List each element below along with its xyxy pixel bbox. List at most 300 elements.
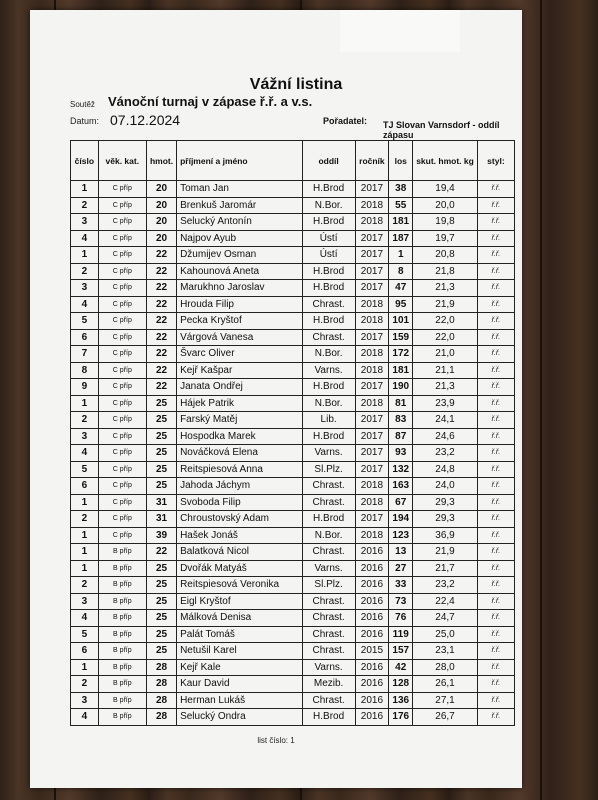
row-age-category: C příp: [98, 461, 146, 478]
row-number: 5: [71, 461, 99, 478]
row-weight-class: 25: [146, 412, 176, 429]
row-weight-class: 25: [146, 577, 176, 594]
row-actual-weight: 19,4: [413, 181, 478, 198]
row-name: Toman Jan: [177, 181, 303, 198]
row-name: Herman Lukáš: [177, 692, 303, 709]
row-number: 8: [71, 362, 99, 379]
row-age-category: C příp: [98, 379, 146, 396]
row-year: 2015: [355, 643, 389, 660]
row-name: Najpov Ayub: [177, 230, 303, 247]
row-age-category: C příp: [98, 230, 146, 247]
row-age-category: C příp: [98, 280, 146, 297]
row-actual-weight: 22,0: [413, 313, 478, 330]
table-row: [71, 577, 515, 594]
sheet-number: list číslo: 1: [257, 736, 295, 745]
row-number: 5: [71, 313, 99, 330]
row-weight-class: 22: [146, 247, 176, 264]
row-number: 1: [71, 181, 99, 198]
row-draw: 67: [389, 494, 413, 511]
row-number: 1: [71, 395, 99, 412]
row-style: ř.ř.: [477, 692, 514, 709]
row-name: Selucký Ondra: [177, 709, 303, 726]
row-style: ř.ř.: [477, 626, 514, 643]
row-draw: 119: [389, 626, 413, 643]
col-year: ročník: [355, 141, 389, 181]
row-style: ř.ř.: [477, 379, 514, 396]
row-year: 2016: [355, 626, 389, 643]
row-actual-weight: 21,1: [413, 362, 478, 379]
row-draw: 76: [389, 610, 413, 627]
row-age-category: C příp: [98, 527, 146, 544]
row-actual-weight: 19,8: [413, 214, 478, 231]
row-club: N.Bor.: [302, 527, 355, 544]
row-style: ř.ř.: [477, 643, 514, 660]
row-style: ř.ř.: [477, 445, 514, 462]
row-age-category: C příp: [98, 362, 146, 379]
row-actual-weight: 24,7: [413, 610, 478, 627]
row-style: ř.ř.: [477, 577, 514, 594]
row-weight-class: 25: [146, 643, 176, 660]
row-age-category: B příp: [98, 676, 146, 693]
table-row: [71, 412, 515, 429]
row-number: 2: [71, 263, 99, 280]
row-weight-class: 31: [146, 494, 176, 511]
row-club: Chrast.: [302, 610, 355, 627]
row-year: 2018: [355, 214, 389, 231]
row-style: ř.ř.: [477, 560, 514, 577]
table-row: [71, 197, 515, 214]
row-club: Sl.Plz.: [302, 461, 355, 478]
weigh-in-table: [70, 140, 515, 726]
row-style: ř.ř.: [477, 511, 514, 528]
row-actual-weight: 21,3: [413, 379, 478, 396]
row-style: ř.ř.: [477, 346, 514, 363]
table-row: [71, 445, 515, 462]
row-actual-weight: 27,1: [413, 692, 478, 709]
table-row: [71, 230, 515, 247]
row-club: Varns.: [302, 659, 355, 676]
table-row: [71, 610, 515, 627]
table-row: [71, 296, 515, 313]
row-weight-class: 20: [146, 214, 176, 231]
row-club: H.Brod: [302, 214, 355, 231]
row-club: Sl.Plz.: [302, 577, 355, 594]
col-age-category: věk. kat.: [98, 141, 146, 181]
row-draw: 190: [389, 379, 413, 396]
row-weight-class: 25: [146, 395, 176, 412]
row-actual-weight: 24,8: [413, 461, 478, 478]
row-style: ř.ř.: [477, 610, 514, 627]
col-number: číslo: [71, 141, 99, 181]
col-draw: los: [389, 141, 413, 181]
row-year: 2017: [355, 181, 389, 198]
row-number: 5: [71, 626, 99, 643]
row-number: 6: [71, 478, 99, 495]
row-actual-weight: 23,2: [413, 445, 478, 462]
row-year: 2018: [355, 395, 389, 412]
row-actual-weight: 29,3: [413, 511, 478, 528]
row-weight-class: 25: [146, 560, 176, 577]
tape: [340, 10, 460, 52]
row-style: ř.ř.: [477, 313, 514, 330]
row-actual-weight: 24,0: [413, 478, 478, 495]
row-number: 2: [71, 577, 99, 594]
row-number: 6: [71, 329, 99, 346]
row-year: 2017: [355, 280, 389, 297]
row-year: 2018: [355, 296, 389, 313]
row-age-category: C příp: [98, 296, 146, 313]
row-draw: 13: [389, 544, 413, 561]
row-weight-class: 22: [146, 362, 176, 379]
row-year: 2016: [355, 659, 389, 676]
row-year: 2017: [355, 247, 389, 264]
table-row: [71, 428, 515, 445]
table-row: [71, 263, 515, 280]
row-number: 4: [71, 445, 99, 462]
row-year: 2016: [355, 610, 389, 627]
row-weight-class: 22: [146, 296, 176, 313]
row-style: ř.ř.: [477, 247, 514, 264]
row-club: H.Brod: [302, 181, 355, 198]
row-year: 2018: [355, 197, 389, 214]
row-weight-class: 22: [146, 263, 176, 280]
row-weight-class: 25: [146, 445, 176, 462]
row-draw: 187: [389, 230, 413, 247]
row-club: Ústí: [302, 247, 355, 264]
row-number: 4: [71, 230, 99, 247]
row-draw: 81: [389, 395, 413, 412]
row-draw: 181: [389, 362, 413, 379]
row-age-category: C příp: [98, 494, 146, 511]
row-draw: 95: [389, 296, 413, 313]
row-club: N.Bor.: [302, 395, 355, 412]
table-row: [71, 280, 515, 297]
row-age-category: C příp: [98, 511, 146, 528]
row-number: 1: [71, 659, 99, 676]
row-club: Chrast.: [302, 478, 355, 495]
row-year: 2016: [355, 560, 389, 577]
table-row: [71, 362, 515, 379]
row-name: Várgová Vanesa: [177, 329, 303, 346]
row-actual-weight: 25,0: [413, 626, 478, 643]
row-name: Balatková Nicol: [177, 544, 303, 561]
row-age-category: C příp: [98, 395, 146, 412]
table-row: [71, 346, 515, 363]
row-style: ř.ř.: [477, 230, 514, 247]
row-style: ř.ř.: [477, 412, 514, 429]
row-weight-class: 25: [146, 610, 176, 627]
row-club: Chrast.: [302, 544, 355, 561]
row-draw: 176: [389, 709, 413, 726]
row-draw: 181: [389, 214, 413, 231]
table-row: [71, 709, 515, 726]
col-weight-class: hmot.: [146, 141, 176, 181]
row-draw: 132: [389, 461, 413, 478]
row-age-category: C příp: [98, 313, 146, 330]
row-year: 2017: [355, 445, 389, 462]
row-club: Chrast.: [302, 643, 355, 660]
row-style: ř.ř.: [477, 296, 514, 313]
row-style: ř.ř.: [477, 461, 514, 478]
row-weight-class: 20: [146, 181, 176, 198]
row-number: 3: [71, 692, 99, 709]
row-name: Džumijev Osman: [177, 247, 303, 264]
table-row: [71, 659, 515, 676]
row-actual-weight: 24,6: [413, 428, 478, 445]
row-number: 3: [71, 214, 99, 231]
row-year: 2018: [355, 346, 389, 363]
row-age-category: C příp: [98, 428, 146, 445]
row-actual-weight: 26,1: [413, 676, 478, 693]
row-style: ř.ř.: [477, 197, 514, 214]
row-age-category: C příp: [98, 263, 146, 280]
row-draw: 55: [389, 197, 413, 214]
row-name: Selucký Antonín: [177, 214, 303, 231]
row-age-category: B příp: [98, 659, 146, 676]
row-actual-weight: 36,9: [413, 527, 478, 544]
row-weight-class: 31: [146, 511, 176, 528]
row-weight-class: 28: [146, 676, 176, 693]
row-year: 2017: [355, 263, 389, 280]
row-draw: 101: [389, 313, 413, 330]
row-club: Chrast.: [302, 329, 355, 346]
row-draw: 93: [389, 445, 413, 462]
row-club: Lib.: [302, 412, 355, 429]
row-age-category: B příp: [98, 610, 146, 627]
table-row: [71, 593, 515, 610]
row-number: 4: [71, 610, 99, 627]
row-club: N.Bor.: [302, 197, 355, 214]
table-row: [71, 329, 515, 346]
row-draw: 47: [389, 280, 413, 297]
row-year: 2018: [355, 478, 389, 495]
row-number: 2: [71, 197, 99, 214]
row-style: ř.ř.: [477, 478, 514, 495]
row-style: ř.ř.: [477, 263, 514, 280]
col-name: příjmení a jméno: [177, 141, 303, 181]
row-name: Jahoda Jáchym: [177, 478, 303, 495]
row-weight-class: 25: [146, 478, 176, 495]
row-draw: 1: [389, 247, 413, 264]
row-name: Janata Ondřej: [177, 379, 303, 396]
row-draw: 8: [389, 263, 413, 280]
row-year: 2016: [355, 709, 389, 726]
row-actual-weight: 22,4: [413, 593, 478, 610]
row-actual-weight: 21,9: [413, 544, 478, 561]
row-weight-class: 28: [146, 709, 176, 726]
row-weight-class: 22: [146, 280, 176, 297]
row-club: H.Brod: [302, 379, 355, 396]
row-draw: 163: [389, 478, 413, 495]
row-age-category: B příp: [98, 626, 146, 643]
row-age-category: B příp: [98, 544, 146, 561]
row-age-category: C příp: [98, 478, 146, 495]
row-name: Nováčková Elena: [177, 445, 303, 462]
row-club: Chrast.: [302, 494, 355, 511]
row-number: 2: [71, 511, 99, 528]
table-row: [71, 181, 515, 198]
row-year: 2016: [355, 577, 389, 594]
row-number: 9: [71, 379, 99, 396]
table-header-row: [71, 141, 515, 181]
row-name: Farský Matěj: [177, 412, 303, 429]
row-name: Hrouda Filip: [177, 296, 303, 313]
row-actual-weight: 21,3: [413, 280, 478, 297]
row-year: 2017: [355, 428, 389, 445]
row-number: 1: [71, 527, 99, 544]
row-draw: 136: [389, 692, 413, 709]
row-style: ř.ř.: [477, 280, 514, 297]
row-age-category: C příp: [98, 445, 146, 462]
row-weight-class: 22: [146, 379, 176, 396]
row-club: Varns.: [302, 560, 355, 577]
row-draw: 128: [389, 676, 413, 693]
row-weight-class: 22: [146, 313, 176, 330]
date-label: Datum:: [70, 116, 100, 126]
row-weight-class: 39: [146, 527, 176, 544]
table-row: [71, 626, 515, 643]
row-number: 4: [71, 296, 99, 313]
col-actual-weight: skut. hmot. kg: [413, 141, 478, 181]
row-name: Reitspiesová Veronika: [177, 577, 303, 594]
row-club: Chrast.: [302, 626, 355, 643]
row-weight-class: 28: [146, 692, 176, 709]
row-style: ř.ř.: [477, 494, 514, 511]
row-draw: 27: [389, 560, 413, 577]
row-name: Pecka Kryštof: [177, 313, 303, 330]
row-club: H.Brod: [302, 428, 355, 445]
row-number: 1: [71, 560, 99, 577]
row-age-category: C příp: [98, 214, 146, 231]
row-draw: 157: [389, 643, 413, 660]
table-row: [71, 478, 515, 495]
row-draw: 73: [389, 593, 413, 610]
table-row: [71, 544, 515, 561]
row-weight-class: 20: [146, 197, 176, 214]
row-actual-weight: 21,8: [413, 263, 478, 280]
row-age-category: C příp: [98, 412, 146, 429]
row-name: Kahounová Aneta: [177, 263, 303, 280]
row-name: Chroustovský Adam: [177, 511, 303, 528]
row-actual-weight: 22,0: [413, 329, 478, 346]
row-name: Švarc Oliver: [177, 346, 303, 363]
row-club: H.Brod: [302, 280, 355, 297]
row-actual-weight: 23,9: [413, 395, 478, 412]
table-row: [71, 247, 515, 264]
competition-label: Soutěž: [70, 100, 95, 109]
row-style: ř.ř.: [477, 329, 514, 346]
row-actual-weight: 26,7: [413, 709, 478, 726]
row-style: ř.ř.: [477, 362, 514, 379]
row-name: Kaur David: [177, 676, 303, 693]
row-year: 2016: [355, 593, 389, 610]
table-row: [71, 461, 515, 478]
row-name: Kejř Kašpar: [177, 362, 303, 379]
row-style: ř.ř.: [477, 181, 514, 198]
row-club: H.Brod: [302, 263, 355, 280]
row-number: 4: [71, 709, 99, 726]
row-name: Kejř Kale: [177, 659, 303, 676]
row-year: 2017: [355, 412, 389, 429]
row-age-category: B příp: [98, 593, 146, 610]
table-row: [71, 379, 515, 396]
row-weight-class: 20: [146, 230, 176, 247]
row-actual-weight: 20,8: [413, 247, 478, 264]
row-year: 2017: [355, 230, 389, 247]
row-name: Palát Tomáš: [177, 626, 303, 643]
row-weight-class: 28: [146, 659, 176, 676]
row-club: Mezib.: [302, 676, 355, 693]
row-actual-weight: 28,0: [413, 659, 478, 676]
row-actual-weight: 21,0: [413, 346, 478, 363]
row-weight-class: 22: [146, 329, 176, 346]
row-actual-weight: 21,7: [413, 560, 478, 577]
row-style: ř.ř.: [477, 593, 514, 610]
row-weight-class: 22: [146, 544, 176, 561]
row-draw: 123: [389, 527, 413, 544]
row-actual-weight: 20,0: [413, 197, 478, 214]
row-style: ř.ř.: [477, 676, 514, 693]
row-club: Ústí: [302, 230, 355, 247]
row-number: 3: [71, 280, 99, 297]
row-style: ř.ř.: [477, 214, 514, 231]
row-club: Chrast.: [302, 692, 355, 709]
row-club: H.Brod: [302, 313, 355, 330]
row-name: Brenkuš Jaromár: [177, 197, 303, 214]
row-club: Varns.: [302, 445, 355, 462]
row-actual-weight: 29,3: [413, 494, 478, 511]
row-age-category: C příp: [98, 247, 146, 264]
row-actual-weight: 24,1: [413, 412, 478, 429]
row-club: H.Brod: [302, 511, 355, 528]
row-year: 2016: [355, 544, 389, 561]
organizer-label: Pořadatel:: [323, 116, 368, 126]
row-club: Chrast.: [302, 593, 355, 610]
table-row: [71, 560, 515, 577]
row-weight-class: 25: [146, 461, 176, 478]
row-age-category: B příp: [98, 709, 146, 726]
row-year: 2017: [355, 511, 389, 528]
row-age-category: B příp: [98, 577, 146, 594]
row-draw: 194: [389, 511, 413, 528]
row-name: Hájek Patrik: [177, 395, 303, 412]
row-name: Dvořák Matyáš: [177, 560, 303, 577]
row-year: 2018: [355, 527, 389, 544]
row-draw: 42: [389, 659, 413, 676]
row-year: 2016: [355, 692, 389, 709]
row-age-category: B příp: [98, 692, 146, 709]
row-actual-weight: 23,2: [413, 577, 478, 594]
row-draw: 38: [389, 181, 413, 198]
row-number: 1: [71, 494, 99, 511]
row-year: 2018: [355, 494, 389, 511]
col-style: styl:: [477, 141, 514, 181]
row-number: 7: [71, 346, 99, 363]
row-year: 2018: [355, 362, 389, 379]
row-number: 1: [71, 544, 99, 561]
row-club: Chrast.: [302, 296, 355, 313]
row-year: 2017: [355, 461, 389, 478]
table-row: [71, 511, 515, 528]
row-club: N.Bor.: [302, 346, 355, 363]
row-draw: 83: [389, 412, 413, 429]
row-age-category: B příp: [98, 643, 146, 660]
table-row: [71, 214, 515, 231]
row-style: ř.ř.: [477, 659, 514, 676]
row-year: 2016: [355, 676, 389, 693]
row-number: 2: [71, 676, 99, 693]
row-age-category: C příp: [98, 346, 146, 363]
